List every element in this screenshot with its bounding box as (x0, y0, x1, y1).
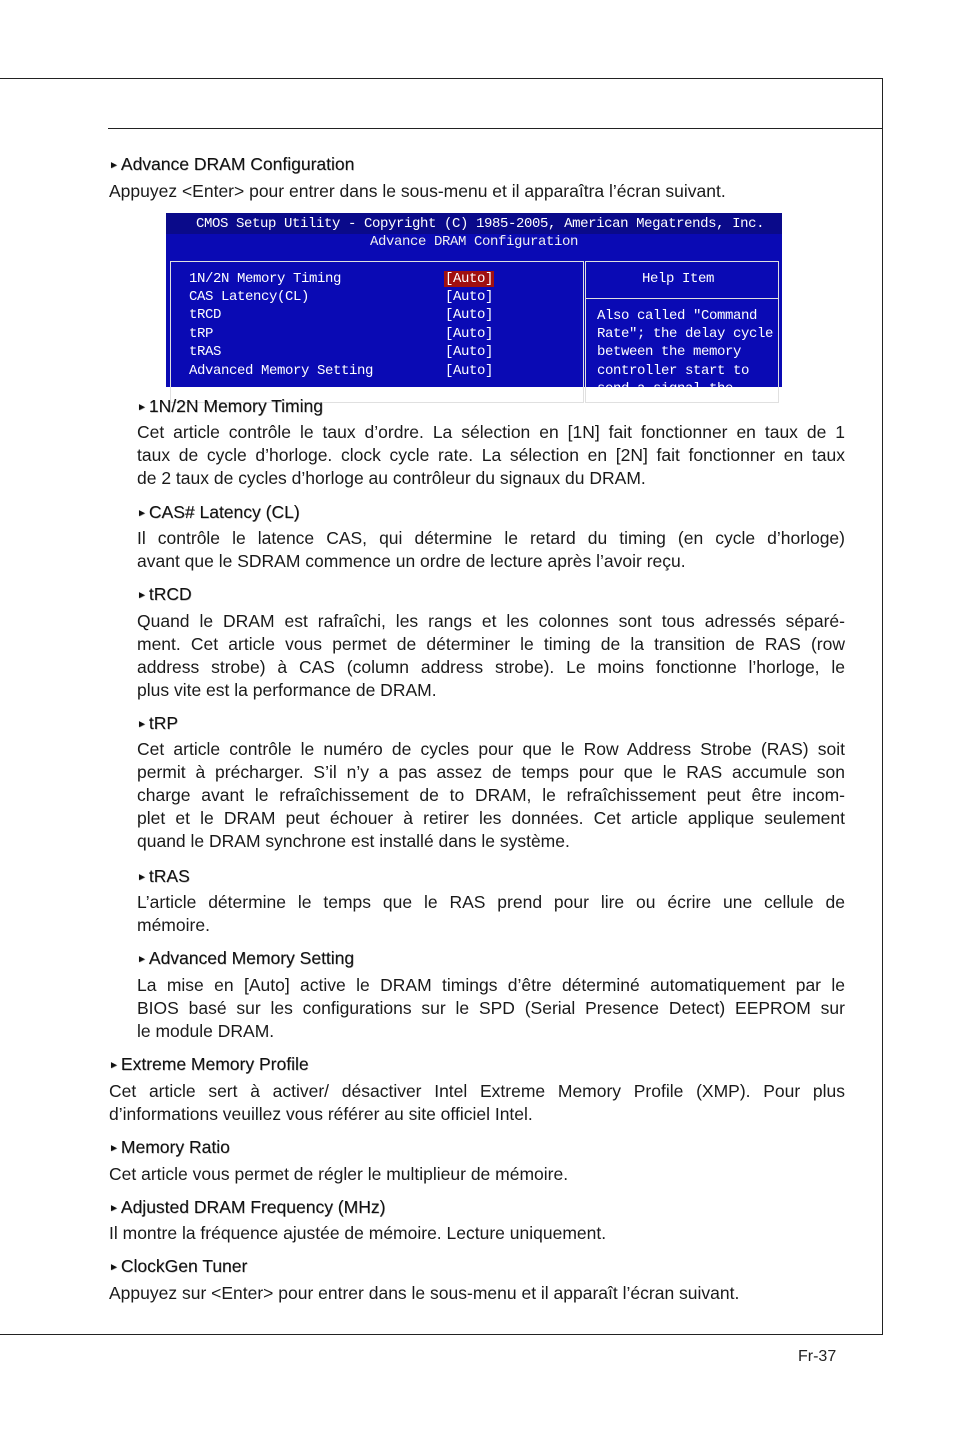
bios-item-value[interactable]: [Auto] (445, 289, 494, 305)
line: permit à précharger. S’il n’y a pas assez de temps pour que le RAS accumule son (137, 762, 845, 782)
sub-heading (137, 396, 323, 417)
sub-paragraph (137, 738, 845, 853)
bios-help-title: Help Item (642, 271, 715, 287)
bios-item-value[interactable]: [Auto] (445, 344, 494, 360)
triangle-right-icon: ► (137, 719, 147, 730)
section-heading (109, 1054, 309, 1075)
bios-help-divider (586, 298, 778, 299)
section-heading (109, 154, 354, 175)
bios-item-label[interactable]: tRAS (189, 344, 222, 360)
bios-title-line: CMOS Setup Utility - Copyright (C) 1985-2005, American Megatrends, Inc. (196, 216, 765, 232)
right-rule (882, 78, 883, 1334)
sub-paragraph (137, 974, 845, 1043)
section-heading (109, 1197, 385, 1218)
line: quand le DRAM synchrone est installé dans le système. (137, 831, 570, 851)
line: ment. Cet article vous permet de déterminer le timing de la transition de RAS (row (137, 634, 845, 654)
bios-help-line: send a signal the (597, 381, 734, 397)
triangle-right-icon: ► (109, 1060, 119, 1071)
bios-help-line: Also called "Command (597, 308, 758, 324)
sub-paragraph (137, 421, 845, 490)
bios-help-line: between the memory (597, 344, 742, 360)
line: plet et le DRAM peut échouer à retirer les données. Cet article applique seulement (137, 808, 845, 828)
section-paragraph: Cet article vous permet de régler le multiplieur de mémoire. (109, 1164, 569, 1184)
heading-text: Advance DRAM Configuration (120, 154, 355, 174)
line: Cet article sert à activer/ désactiver Intel Extreme Memory Profile (XMP). Pour plus (109, 1081, 845, 1101)
sub-heading (137, 866, 190, 887)
line: L’article détermine le temps que le RAS prend pour lire ou écrire une cellule de (137, 892, 845, 912)
bios-item-label[interactable]: 1N/2N Memory Timing (189, 271, 342, 287)
triangle-right-icon: ► (109, 160, 119, 171)
heading-text: Memory Ratio (120, 1137, 230, 1157)
section-paragraph: Il montre la fréquence ajustée de mémoire. Lecture uniquement. (109, 1223, 607, 1243)
heading-text: 1N/2N Memory Timing (148, 396, 323, 416)
line: BIOS basé sur les configurations sur le SPD (Serial Presence Detect) EEPROM sur (137, 998, 845, 1018)
section-text: Appuyez <Enter> pour entrer dans le sous-menu et il apparaîtra l’écran suivant. (109, 181, 726, 201)
bios-item-value[interactable]: [Auto] (445, 307, 494, 323)
line: Cet article contrôle le taux d’ordre. La sélection en [1N] fait fonctionner en taux de 1 (137, 422, 845, 442)
bios-item-value[interactable]: [Auto] (445, 363, 494, 379)
bottom-rule (0, 1334, 883, 1335)
bios-help-line: Rate"; the delay cycle (597, 326, 774, 342)
line: Cet article contrôle le numéro de cycles pour que le Row Address Strobe (RAS) soit (137, 739, 845, 759)
heading-text: Adjusted DRAM Frequency (MHz) (120, 1197, 386, 1217)
heading-text: ClockGen Tuner (120, 1256, 248, 1276)
bios-item-value[interactable]: [Auto] (445, 326, 494, 342)
line: mémoire. (137, 915, 210, 935)
page-number: Fr-37 (798, 1348, 837, 1365)
sub-paragraph (137, 891, 845, 937)
heading-text: tRP (148, 713, 179, 733)
triangle-right-icon: ► (109, 1203, 119, 1214)
sub-paragraph (137, 527, 845, 573)
line: Quand le DRAM est rafraîchi, les rangs et les colonnes sont tous adressés séparé- (137, 611, 845, 631)
triangle-right-icon: ► (109, 1143, 119, 1154)
sub-heading (137, 502, 300, 523)
heading-text: Advanced Memory Setting (148, 948, 355, 968)
header-rule (108, 128, 883, 129)
bios-item-value-selected[interactable]: [Auto] (445, 271, 494, 287)
line: charge avant le refraîchissement de to DRAM, le refraîchissement peut être incom- (137, 785, 845, 805)
line: address strobe) à CAS (column address strobe). Le moins fonctionne l’horloge, le (137, 657, 845, 677)
sub-heading (137, 948, 354, 969)
heading-text: Extreme Memory Profile (120, 1054, 309, 1074)
line: La mise en [Auto] active le DRAM timings d’être déterminé automatiquement par le (137, 975, 845, 995)
bios-item-label[interactable]: CAS Latency(CL) (189, 289, 310, 305)
bios-item-label[interactable]: Advanced Memory Setting (189, 363, 374, 379)
section-paragraph (109, 1080, 845, 1126)
sub-heading (137, 584, 192, 605)
sub-heading (137, 713, 178, 734)
triangle-right-icon: ► (137, 508, 147, 519)
triangle-right-icon: ► (137, 402, 147, 413)
section-heading (109, 1256, 247, 1277)
bios-screenshot (166, 213, 782, 397)
line: de 2 taux de cycles d’horloge au contrôleur du signaux du DRAM. (137, 468, 646, 488)
bios-help-line: controller start to (597, 363, 750, 379)
line: plus vite est la performance de DRAM. (137, 680, 437, 700)
triangle-right-icon: ► (137, 590, 147, 601)
line: d’informations veuillez vous référer au site officiel Intel. (109, 1104, 533, 1124)
line: Il contrôle le latence CAS, qui détermine le retard du timing (en cycle d’horloge) (137, 528, 845, 548)
triangle-right-icon: ► (137, 954, 147, 965)
line: taux de cycle d’horloge. clock cycle rate. La sélection en [2N] fait fonctionner en taux (137, 445, 845, 465)
sub-paragraph (137, 610, 845, 702)
bios-subtitle: Advance DRAM Configuration (369, 234, 579, 250)
heading-text: tRCD (148, 584, 192, 604)
bios-item-label[interactable]: tRP (189, 326, 214, 342)
heading-text: CAS# Latency (CL) (148, 502, 300, 522)
section-paragraph: Appuyez sur <Enter> pour entrer dans le sous-menu et il apparaît l’écran suivant. (109, 1283, 740, 1303)
section-heading (109, 1137, 230, 1158)
triangle-right-icon: ► (137, 872, 147, 883)
triangle-right-icon: ► (109, 1262, 119, 1273)
bios-item-label[interactable]: tRCD (189, 307, 222, 323)
line: avant que le SDRAM commence un ordre de lecture après l’avoir reçu. (137, 551, 686, 571)
heading-text: tRAS (148, 866, 190, 886)
top-rule (0, 78, 883, 79)
line: le module DRAM. (137, 1021, 275, 1041)
